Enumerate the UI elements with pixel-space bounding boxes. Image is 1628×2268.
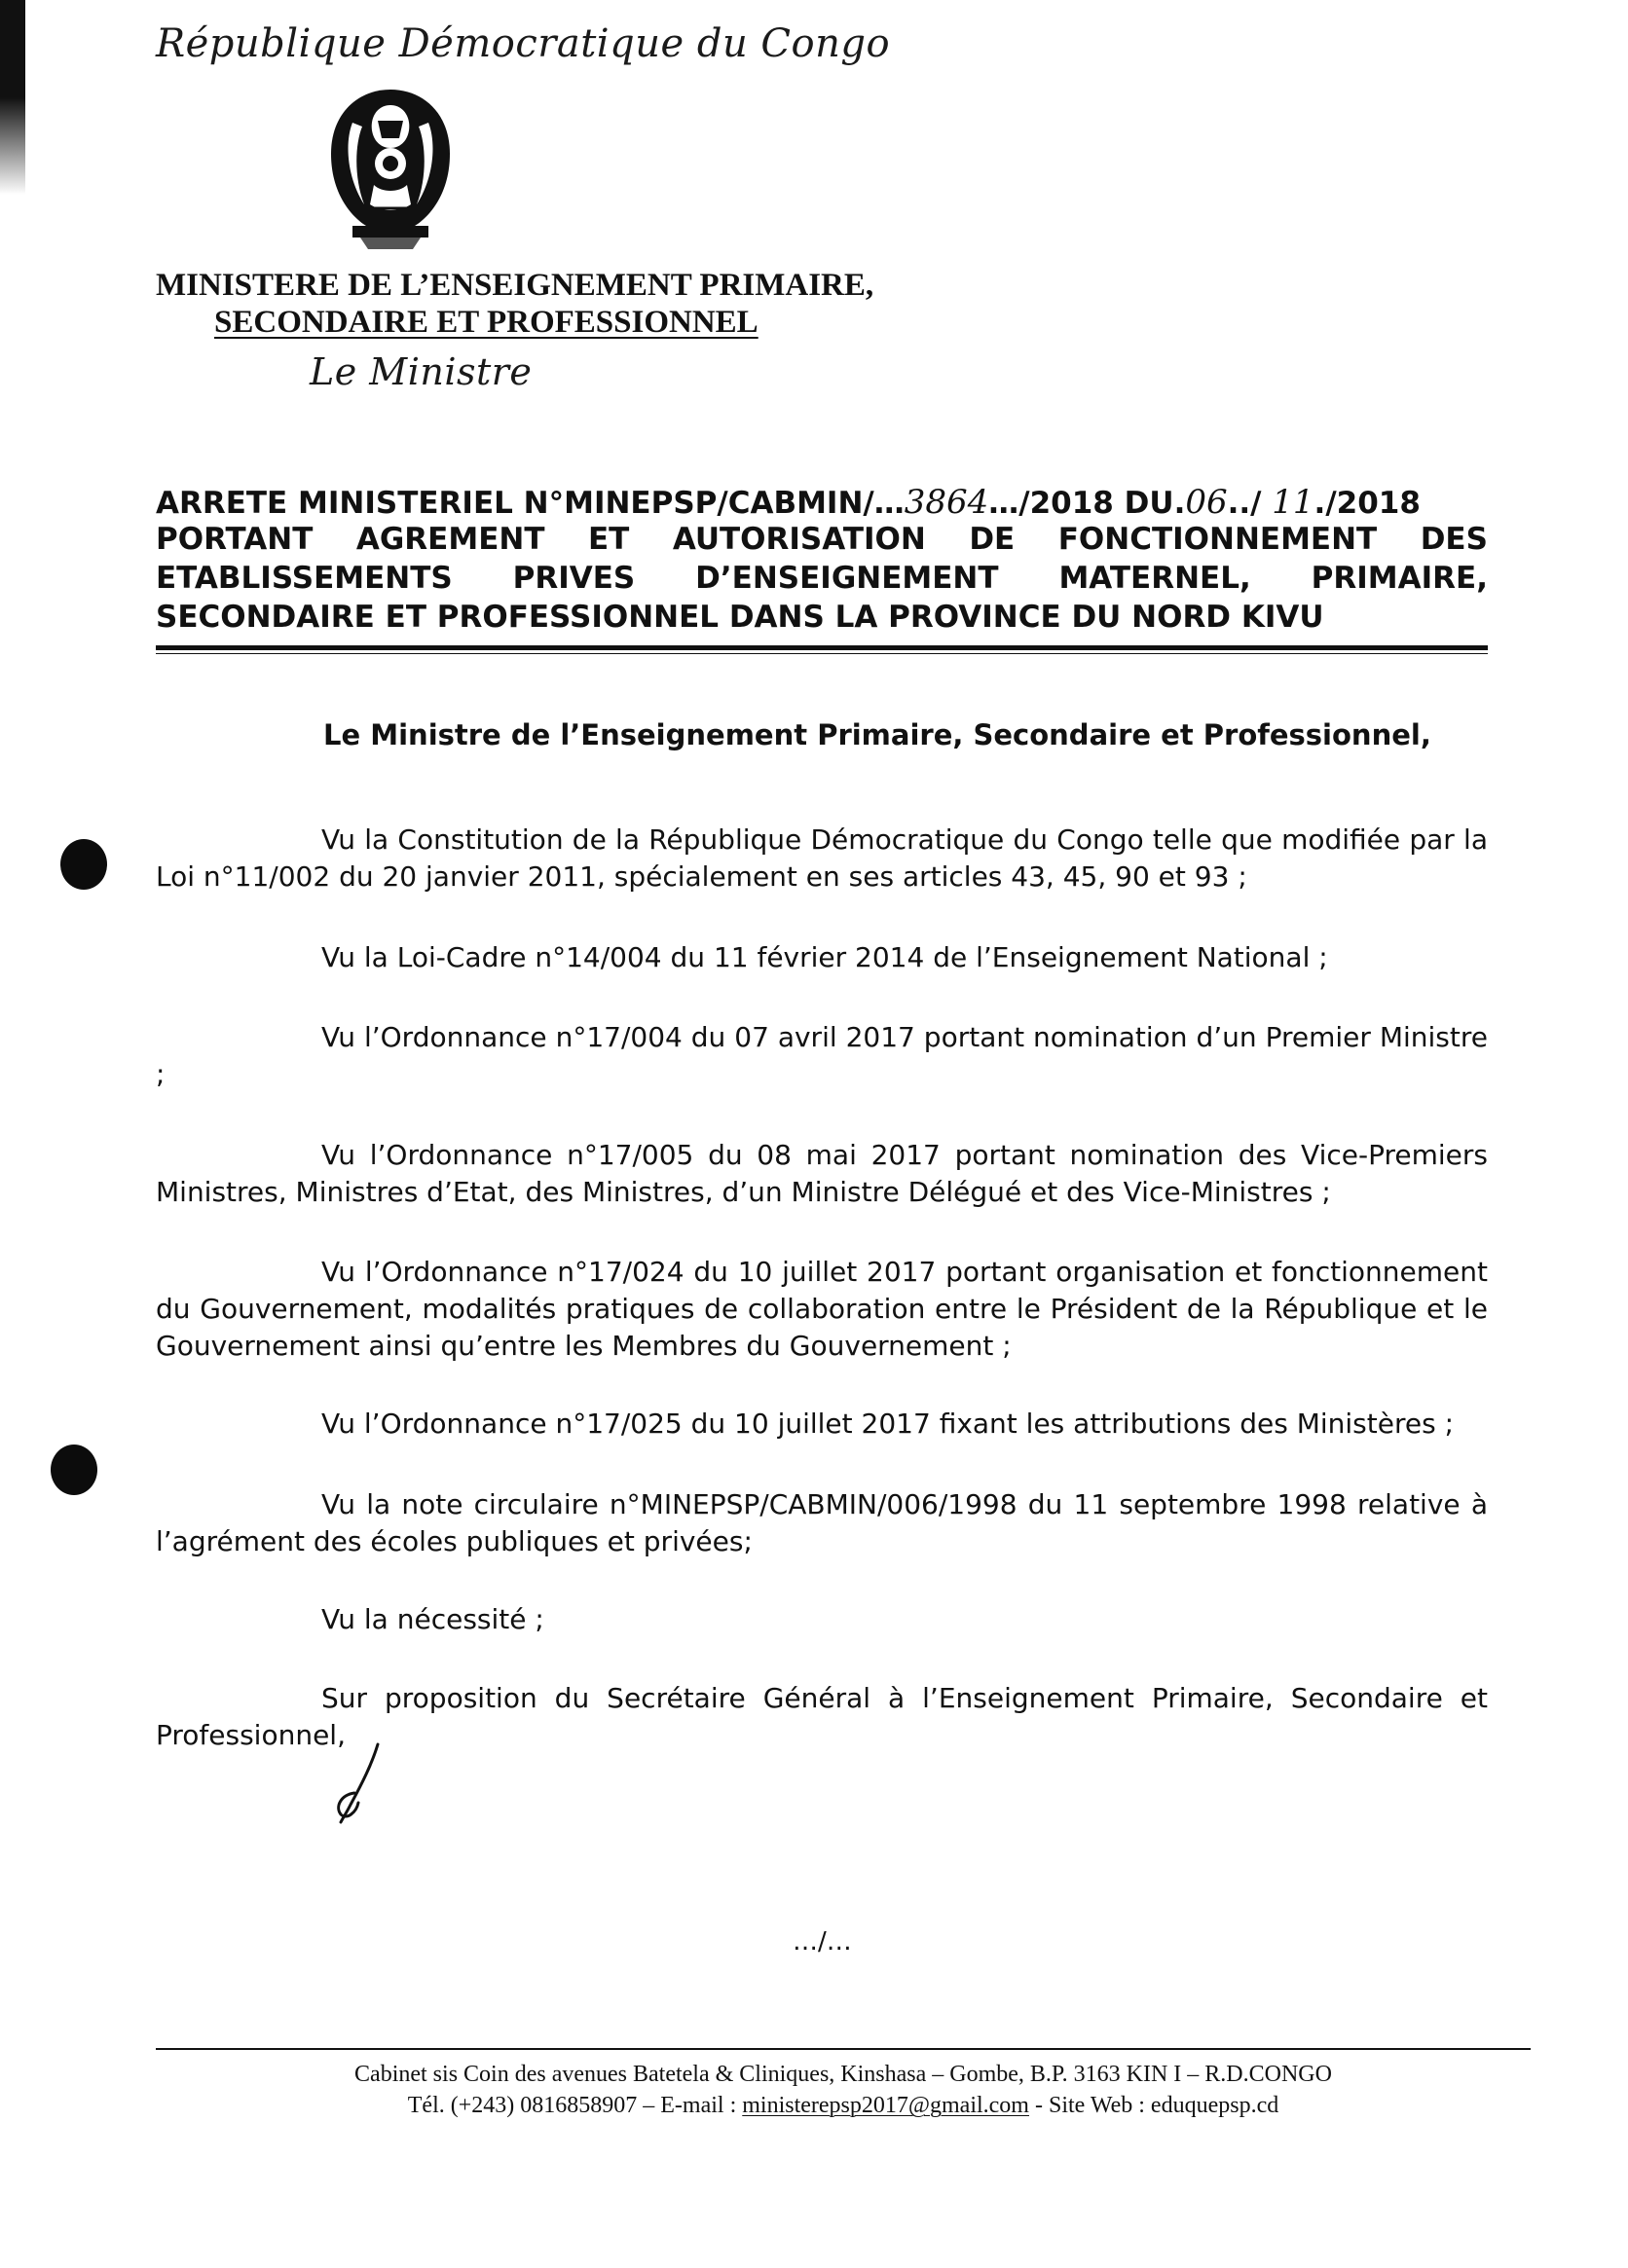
preamble-paragraph: Vu la nécessité ; bbox=[321, 1603, 544, 1635]
arrete-title-word: PORTANT bbox=[156, 522, 314, 557]
arrete-title-line3 bbox=[156, 561, 1488, 596]
arrete-title-word: AGREMENT bbox=[355, 522, 545, 557]
handwritten-initial-mark bbox=[329, 1740, 388, 1832]
footer-address: Cabinet sis Coin des avenues Batetela & Cliniques, Kinshasa – Gombe, B.P. 3163 KIN I – R.D.CONGO bbox=[354, 2062, 1332, 2087]
arrete-title-word: ET bbox=[587, 522, 630, 557]
arrete-title-word: PRIVES bbox=[512, 561, 636, 596]
ministry-name-line1: MINISTERE DE L’ENSEIGNEMENT PRIMAIRE, bbox=[156, 268, 874, 303]
preamble-paragraph: Vu la Loi-Cadre n°14/004 du 11 février 2014 de l’Enseignement National ; bbox=[321, 941, 1328, 973]
preamble-paragraph: Sur proposition du Secrétaire Général à l’Enseignement Primaire, Secondaire et Professionnel, bbox=[156, 1682, 1488, 1751]
arrete-title-line2 bbox=[156, 522, 1488, 557]
arrete-year-du: /2018 DU bbox=[1018, 486, 1174, 521]
arrete-day-handwritten: 06 bbox=[1185, 483, 1228, 522]
continuation-marker: …/… bbox=[793, 1927, 852, 1957]
scan-edge-shadow bbox=[0, 0, 25, 195]
minister-preamble-heading: Le Ministre de l’Enseignement Primaire, Secondaire et Professionnel, bbox=[323, 718, 1431, 751]
arrete-title-word: MATERNEL, bbox=[1058, 561, 1251, 596]
arrete-title-word: AUTORISATION bbox=[672, 522, 926, 557]
title-rule-thin bbox=[156, 653, 1488, 654]
arrete-title-word: D’ENSEIGNEMENT bbox=[695, 561, 999, 596]
footer-website: - Site Web : eduquepsp.cd bbox=[1028, 2093, 1279, 2118]
footer-contact bbox=[156, 2093, 1531, 2119]
punch-hole-top bbox=[60, 839, 107, 890]
arrete-year-end: /2018 bbox=[1325, 486, 1421, 521]
punch-hole-bottom bbox=[51, 1445, 97, 1495]
arrete-title-word: PRIMAIRE, bbox=[1311, 561, 1488, 596]
arrete-prefix: ARRETE MINISTERIEL N°MINEPSP/CABMIN/ bbox=[156, 486, 874, 521]
preamble-paragraph: Vu l’Ordonnance n°17/025 du 10 juillet 2017 fixant les attributions des Ministères ; bbox=[321, 1408, 1455, 1440]
footer-email-link[interactable]: ministerepsp2017@gmail.com bbox=[742, 2093, 1029, 2118]
arrete-title-word: ETABLISSEMENTS bbox=[156, 561, 453, 596]
preamble-paragraph: Vu l’Ordonnance n°17/005 du 08 mai 2017 portant nomination des Vice-Premiers Ministres, Ministres d’Etat, des Ministres, d’un Ministre Délégué et des Vice-Ministres ; bbox=[156, 1139, 1488, 1208]
arrete-number-handwritten: 3864 bbox=[904, 483, 989, 522]
arrete-title-word: DE bbox=[969, 522, 1016, 557]
arrete-title-line4: SECONDAIRE ET PROFESSIONNEL DANS LA PROVINCE DU NORD KIVU bbox=[156, 600, 1324, 635]
coat-of-arms-emblem bbox=[317, 84, 463, 255]
title-rule-thick bbox=[156, 645, 1488, 650]
preamble-paragraph: Vu l’Ordonnance n°17/004 du 07 avril 2017 portant nomination d’un Premier Ministre ; bbox=[156, 1021, 1488, 1090]
arrete-reference-line: ARRETE MINISTERIEL N°MINEPSP/CABMIN/…3864…/2018 DU.06../ 11./2018 bbox=[156, 483, 1421, 522]
minister-title-script: Le Ministre bbox=[310, 350, 533, 393]
preamble-paragraph: Vu la Constitution de la République Démocratique du Congo telle que modifiée par la Loi n°11/002 du 20 janvier 2011, spécialement en ses articles 43, 45, 90 et 93 ; bbox=[156, 823, 1488, 893]
footer-phone: Tél. (+243) 0816858907 – E-mail : bbox=[407, 2093, 743, 2118]
country-name-script: République Démocratique du Congo bbox=[156, 21, 891, 66]
arrete-title-word: DES bbox=[1420, 522, 1488, 557]
preamble-paragraph: Vu l’Ordonnance n°17/024 du 10 juillet 2017 portant organisation et fonctionnement du Gouvernement, modalités pratiques de collaboration entre le Président de la République et le Gouvernement ainsi qu’entre les Membres du Gouvernement ; bbox=[156, 1256, 1488, 1362]
arrete-title-word: FONCTIONNEMENT bbox=[1057, 522, 1378, 557]
footer-rule bbox=[156, 2048, 1531, 2050]
preamble-paragraph: Vu la note circulaire n°MINEPSP/CABMIN/006/1998 du 11 septembre 1998 relative à l’agrément des écoles publiques et privées; bbox=[156, 1488, 1488, 1557]
arrete-month-handwritten: 11 bbox=[1272, 483, 1314, 522]
ministry-name-line2: SECONDAIRE ET PROFESSIONNEL bbox=[214, 305, 758, 340]
